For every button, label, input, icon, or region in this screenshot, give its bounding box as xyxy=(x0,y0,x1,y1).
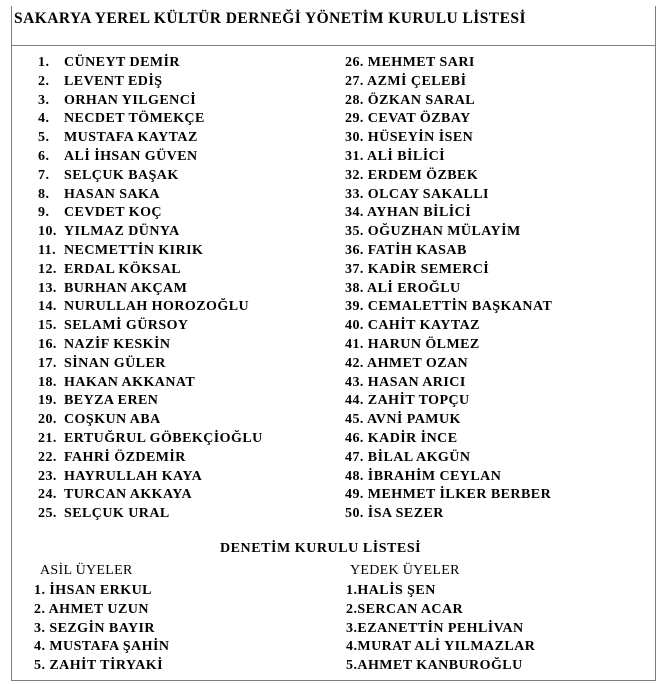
member-name: ALİ İHSAN GÜVEN xyxy=(64,148,198,164)
item-number: 14. xyxy=(38,299,57,315)
list-item xyxy=(38,298,263,317)
item-number: 21. xyxy=(38,430,57,446)
list-item xyxy=(38,92,263,111)
member-name: BURHAN AKÇAM xyxy=(64,280,188,296)
list-item: 3. SEZGİN BAYIR xyxy=(34,620,155,636)
item-number: 11. xyxy=(38,242,57,258)
list-item: 33. OLCAY SAKALLI xyxy=(345,186,489,202)
list-item: 27. AZMİ ÇELEBİ xyxy=(345,73,467,89)
list-item: 32. ERDEM ÖZBEK xyxy=(345,167,479,183)
item-number: 5. xyxy=(38,130,50,146)
audit-board-title: DENETİM KURULU LİSTESİ xyxy=(220,541,422,556)
list-item: 50. İSA SEZER xyxy=(345,506,444,522)
list-item: 44. ZAHİT TOPÇU xyxy=(345,393,470,409)
list-item: 41. HARUN ÖLMEZ xyxy=(345,336,480,352)
list-item xyxy=(38,449,263,468)
list-item: 4. MUSTAFA ŞAHİN xyxy=(34,639,170,655)
list-item: 49. MEHMET İLKER BERBER xyxy=(345,487,552,503)
member-name: NECDET TÖMEKÇE xyxy=(64,111,205,127)
list-item: 46. KADİR İNCE xyxy=(345,430,458,446)
member-name: NECMETTİN KIRIK xyxy=(64,242,204,258)
item-number: 12. xyxy=(38,261,57,277)
member-name: LEVENT EDİŞ xyxy=(64,73,163,89)
list-item xyxy=(38,186,263,205)
document-page xyxy=(11,6,656,681)
list-item xyxy=(38,486,263,505)
member-name: NAZİF KESKİN xyxy=(64,336,171,352)
list-item: 37. KADİR SEMERCİ xyxy=(345,261,490,277)
member-name: SELÇUK URAL xyxy=(64,506,170,522)
list-item xyxy=(38,392,263,411)
member-name: SELAMİ GÜRSOY xyxy=(64,318,189,334)
list-item xyxy=(38,355,263,374)
list-item xyxy=(38,73,263,92)
substitute-members-list xyxy=(346,582,535,676)
list-item xyxy=(38,468,263,487)
item-number: 9. xyxy=(38,205,50,221)
list-item: 38. ALİ EROĞLU xyxy=(345,280,461,296)
list-item xyxy=(38,129,263,148)
list-item: 4.MURAT ALİ YILMAZLAR xyxy=(346,639,536,655)
list-item: 1.HALİS ŞEN xyxy=(346,583,436,598)
item-number: 8. xyxy=(38,186,50,202)
list-item: 48. İBRAHİM CEYLAN xyxy=(345,468,502,484)
member-name: COŞKUN ABA xyxy=(64,412,161,428)
list-item xyxy=(38,261,263,280)
board-list-right xyxy=(345,54,552,524)
item-number: 3. xyxy=(38,92,50,108)
list-item: 40. CAHİT KAYTAZ xyxy=(345,318,480,334)
item-number: 18. xyxy=(38,374,57,390)
list-item xyxy=(38,336,263,355)
member-name: HAYRULLAH KAYA xyxy=(64,468,203,484)
list-item: 26. MEHMET SARI xyxy=(345,55,475,70)
member-name: SİNAN GÜLER xyxy=(64,355,166,371)
member-name: ORHAN YILGENCİ xyxy=(64,92,197,108)
member-name: HAKAN AKKANAT xyxy=(64,374,196,390)
page-title: SAKARYA YEREL KÜLTÜR DERNEĞİ YÖNETİM KURULU LİSTESİ xyxy=(14,10,526,27)
list-item: 39. CEMALETTİN BAŞKANAT xyxy=(345,299,553,315)
item-number: 20. xyxy=(38,412,57,428)
list-item: 42. AHMET OZAN xyxy=(345,355,469,371)
board-list-left xyxy=(38,54,263,524)
list-item xyxy=(38,54,263,73)
item-number: 16. xyxy=(38,336,57,352)
item-number: 17. xyxy=(38,355,57,371)
member-name: YILMAZ DÜNYA xyxy=(64,224,180,240)
list-item xyxy=(38,148,263,167)
item-number: 7. xyxy=(38,167,50,183)
member-name: NURULLAH HOROZOĞLU xyxy=(64,299,250,315)
list-item: 5. ZAHİT TİRYAKİ xyxy=(34,658,163,674)
list-item: 35. OĞUZHAN MÜLAYİM xyxy=(345,224,521,240)
list-item xyxy=(38,110,263,129)
item-number: 10. xyxy=(38,224,57,240)
member-name: CEVDET KOÇ xyxy=(64,205,162,221)
member-name: CÜNEYT DEMİR xyxy=(64,55,180,70)
list-item: 28. ÖZKAN SARAL xyxy=(345,92,476,108)
list-item: 31. ALİ BİLİCİ xyxy=(345,148,446,164)
member-name: HASAN SAKA xyxy=(64,186,160,202)
list-item xyxy=(38,204,263,223)
item-number: 24. xyxy=(38,487,57,503)
list-item: 47. BİLAL AKGÜN xyxy=(345,449,471,465)
item-number: 25. xyxy=(38,506,57,522)
list-item xyxy=(38,167,263,186)
member-name: BEYZA EREN xyxy=(64,393,159,409)
main-members-list xyxy=(34,582,169,676)
list-item: 2. AHMET UZUN xyxy=(34,601,149,617)
item-number: 4. xyxy=(38,111,50,127)
list-item: 1. İHSAN ERKUL xyxy=(34,583,152,598)
list-item xyxy=(38,430,263,449)
member-name: FAHRİ ÖZDEMİR xyxy=(64,449,186,465)
member-name: ERTUĞRUL GÖBEKÇİOĞLU xyxy=(64,430,263,446)
list-item xyxy=(38,242,263,261)
item-number: 19. xyxy=(38,393,57,409)
item-number: 15. xyxy=(38,318,57,334)
title-divider xyxy=(11,45,656,46)
main-members-heading: ASİL ÜYELER xyxy=(40,563,133,578)
list-item: 29. CEVAT ÖZBAY xyxy=(345,111,471,127)
list-item xyxy=(38,280,263,299)
member-name: SELÇUK BAŞAK xyxy=(64,167,179,183)
item-number: 23. xyxy=(38,468,57,484)
item-number: 22. xyxy=(38,449,57,465)
list-item xyxy=(38,411,263,430)
list-item: 36. FATİH KASAB xyxy=(345,242,467,258)
list-item: 5.AHMET KANBUROĞLU xyxy=(346,658,523,674)
item-number: 13. xyxy=(38,280,57,296)
member-name: MUSTAFA KAYTAZ xyxy=(64,130,198,146)
member-name: ERDAL KÖKSAL xyxy=(64,261,182,277)
list-item xyxy=(38,505,263,524)
item-number: 1. xyxy=(38,55,50,70)
list-item xyxy=(38,223,263,242)
item-number: 6. xyxy=(38,148,50,164)
list-item xyxy=(38,374,263,393)
item-number: 2. xyxy=(38,73,50,89)
list-item xyxy=(38,317,263,336)
substitute-members-heading: YEDEK ÜYELER xyxy=(350,563,460,578)
list-item: 30. HÜSEYİN İSEN xyxy=(345,130,474,146)
list-item: 45. AVNİ PAMUK xyxy=(345,412,461,428)
list-item: 43. HASAN ARICI xyxy=(345,374,466,390)
list-item: 3.EZANETTİN PEHLİVAN xyxy=(346,620,524,636)
list-item: 2.SERCAN ACAR xyxy=(346,601,464,617)
list-item: 34. AYHAN BİLİCİ xyxy=(345,205,472,221)
member-name: TURCAN AKKAYA xyxy=(64,487,193,503)
